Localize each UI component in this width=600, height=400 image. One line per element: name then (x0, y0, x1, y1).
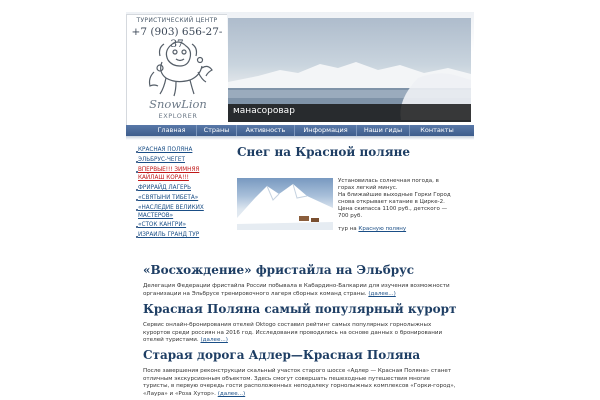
nav-item-home[interactable]: Главная (147, 125, 197, 136)
nav-item-contacts[interactable]: Контакты (420, 126, 454, 134)
news-line: Сервис онлайн-бронирования отелей Oktogo составил рейтинг самых популярных горнолыжных (143, 322, 432, 328)
nav-item-info[interactable]: Информация (295, 125, 357, 136)
news-line-text: отелей туристами. (143, 337, 199, 343)
sidebar-item-masters-line2[interactable]: МАСТЕРОВ» (138, 213, 174, 219)
sidebar-item-kailash-line1[interactable]: ВПЕРВЫЕ!!! ЗИМНЯЯ (138, 167, 200, 173)
news-line: туристы, в первую очередь гости расположенных неподалеку горнолыжных комплексов «Горки-город», (143, 383, 456, 389)
nav-item-guides[interactable]: Наши гиды (357, 125, 410, 136)
sidebar-item-israel-grand-tour[interactable]: ИЗРАИЛЬ ГРАНД ТУР (138, 232, 200, 238)
nav-item-activity[interactable]: Активность (237, 125, 295, 136)
news-line (143, 291, 471, 299)
news-title-krasnaya-polyana[interactable]: Красная Поляна самый популярный курорт (143, 302, 457, 316)
news-line (143, 391, 471, 399)
article-text-line: Установилась солнечная погода, в (338, 178, 439, 184)
article-text-line: снова открывает катание в Цирке-2. (338, 199, 445, 205)
ski-slope-image (237, 178, 333, 230)
article-text-line: На ближайшие выходные Горки Город (338, 192, 451, 198)
read-more-link[interactable]: (далее...) (368, 291, 396, 297)
article-text-line: 700 руб. (338, 213, 363, 219)
sidebar-item-stok-kangri[interactable]: «СТОК КАНГРИ» (138, 222, 187, 228)
sidebar-item-elbrus-cheget[interactable]: ЭЛЬБРУС-ЧЕГЕТ (138, 157, 185, 163)
news-line-text: организации на Эльбрусе тренировочного лагеря сборных команд страны. (143, 291, 367, 297)
article-tour-link[interactable]: Красную поляну (358, 226, 407, 232)
news-line-text: «Лаура» и «Роза Хутор». (143, 390, 216, 397)
sidebar-item-tibet-shrines[interactable]: «СВЯТЫНИ ТИБЕТА» (138, 195, 199, 201)
news-line: отличным экскурсионным объектом. Здесь смогут совершать пешеходные путешествия многие (143, 375, 431, 382)
read-more-link[interactable]: (далее...) (200, 337, 228, 343)
brand-name: SnowLion (149, 97, 207, 111)
read-more-link[interactable]: (далее...) (217, 390, 246, 397)
snow-lion-logo-icon[interactable] (140, 38, 216, 100)
sidebar-item-kailash-line2[interactable]: КАЙЛАШ КОРА!!! (138, 175, 189, 181)
nav-shadow (126, 136, 474, 140)
news-line: После завершения реконструкции скальный участок старого шоссе «Адлер — Красная Поляна» станет (143, 368, 452, 374)
site-tagline: ТУРИСТИЧЕСКИЙ ЦЕНТР (136, 17, 218, 24)
contact-phone: +7 (903) 656-27-37 (131, 26, 223, 50)
nav-item-countries[interactable]: Страны (197, 125, 237, 136)
news-line (143, 337, 471, 345)
article-title[interactable]: Снег на Красной поляне (237, 145, 411, 159)
article-text-line: Цена скипасса 1100 руб., детского — (338, 206, 448, 212)
photo-caption: манасоровар (233, 106, 295, 116)
news-line: Делегация Федерации фристайла России побывала в Кабардино-Балкарии для изучения возможности (143, 283, 450, 289)
news-title-old-road[interactable]: Старая дорога Адлер—Красная Поляна (143, 348, 421, 362)
sidebar-item-freeride-camp[interactable]: ФРИРАЙД ЛАГЕРЬ (138, 185, 191, 191)
brand-subtitle: EXPLORER (158, 112, 198, 120)
news-title-elbrus[interactable]: «Восхождение» фристайла на Эльбрус (143, 263, 415, 277)
article-photo[interactable] (237, 178, 333, 230)
article-text-line: горах легкий минус. (338, 185, 398, 191)
news-line: курортов среди россиян на 2016 год. Исследования проводились на основе данных о бронировании (143, 329, 443, 336)
sidebar-item-masters-line1[interactable]: «НАСЛЕДИЕ ВЕЛИКИХ (138, 205, 204, 211)
article-tour-prefix: тур на (338, 226, 357, 232)
sidebar-item-krasnaya-polyana[interactable]: КРАСНАЯ ПОЛЯНА (138, 147, 193, 153)
article-tour-line (338, 226, 406, 232)
